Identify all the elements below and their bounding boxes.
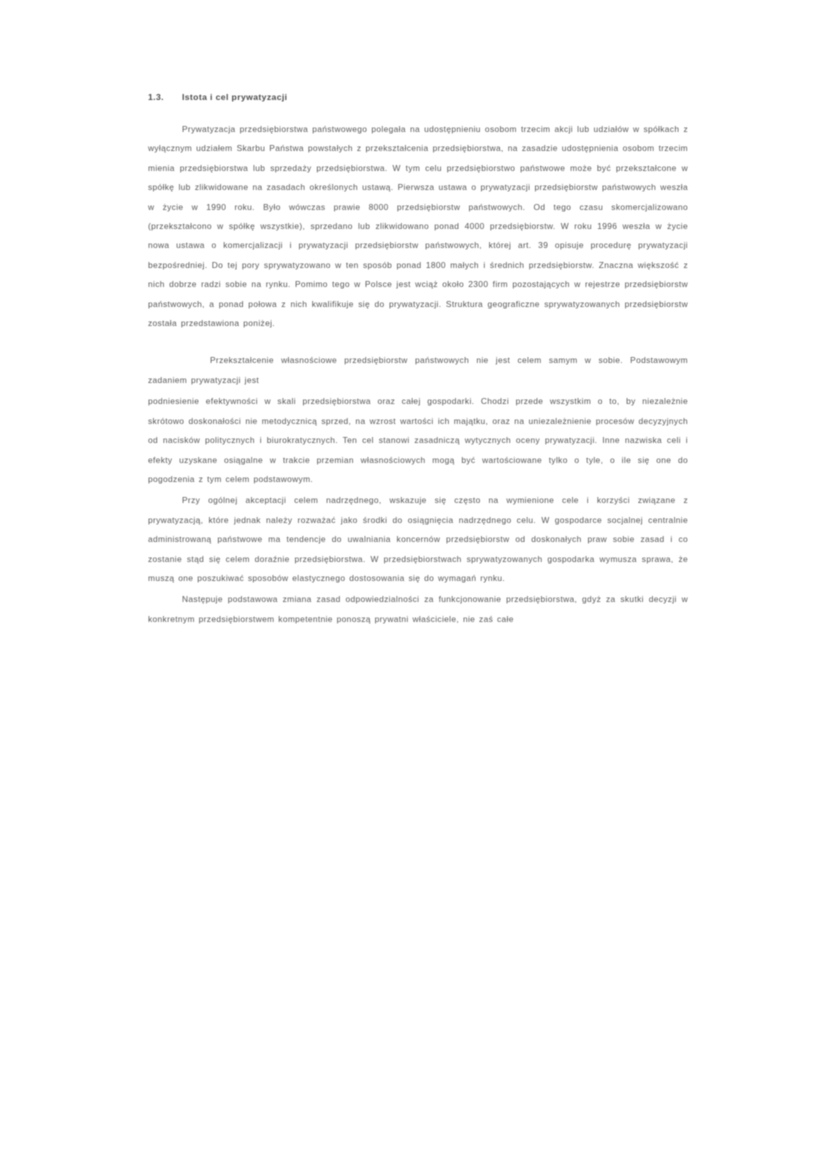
page-content bbox=[148, 92, 688, 631]
paragraph: Przy ogólnej akceptacji celem nadrzędnego, wskazuje się często na wymienione cele i korzyści związane z prywatyzacją, które jednak należy rozważać jako środki do osiągnięcia nadrzędnego celu. W gospodarce socjalnej centralnie administrowaną państwowe ma tendencje do uwalniania koncernów przedsiębiorstw od doskonałych praw sobie zasad i co zostanie stąd się celem doraźnie przedsiębiorstwa. W przedsiębiorstwach sprywatyzowanych gospodarka wymusza sprawa, że muszą one poszukiwać sposobów elastycznego dostosowania się do wymagań rynku. bbox=[148, 495, 688, 583]
section-number: 1.3. bbox=[148, 92, 164, 102]
section-title: Istota i cel prywatyzacji bbox=[181, 92, 288, 102]
paragraph: Następuje podstawowa zmiana zasad odpowiedzialności za funkcjonowanie przedsiębiorstwa, gdyż za skutki decyzji w konkretnym przedsiębiorstwem kompetentnie ponoszą prywatni właściciele, nie zaś całe bbox=[148, 594, 688, 624]
paragraph: Przekształcenie własnościowe przedsiębiorstw państwowych nie jest celem samym w sobie. Podstawowym zadaniem prywatyzacji jest bbox=[148, 355, 688, 385]
section-heading bbox=[148, 92, 688, 102]
paragraph: Prywatyzacja przedsiębiorstwa państwowego polegała na udostępnieniu osobom trzecim akcji lub udziałów w spółkach z wyłącznym udziałem Skarbu Państwa powstałych z przekształcenia przedsiębiorstwa, na zasadzie udostępnienia osobom trzecim mienia przedsiębiorstwa lub sprzedaży przedsiębiorstwa. W tym celu przedsiębiorstwo państwowe może być przekształcone w spółkę lub zlikwidowane na zasadach określonych ustawą. Pierwsza ustawa o prywatyzacji przedsiębiorstw państwowych weszła w życie w 1990 roku. Było wówczas prawie 8000 przedsiębiorstw państwowych. Od tego czasu skomercjalizowano (przekształcono w spółkę wszystkie), sprzedano lub zlikwidowano ponad 4000 przedsiębiorstw. W roku 1996 weszła w życie nowa ustawa o komercjalizacji i prywatyzacji przedsiębiorstw państwowych, której art. 39 opisuje procedurę prywatyzacji bezpośredniej. Do tej pory sprywatyzowano w ten sposób ponad 1800 małych i średnich przedsiębiorstw. Znaczna większość z nich dobrze radzi sobie na rynku. Pomimo tego w Polsce jest wciąż około 2300 firm pozostających w rejestrze przedsiębiorstw państwowych, a ponad połowa z nich kwalifikuje się do prywatyzacji. Struktura geograficzne sprywatyzowanych przedsiębiorstw została przedstawiona poniżej. bbox=[148, 124, 688, 329]
paragraph: podniesienie efektywności w skali przedsiębiorstwa oraz całej gospodarki. Chodzi przede wszystkim o to, by niezależnie skrótowo doskonałości nie metodycznicą sprzed, na wzrost wartości ich majątku, oraz na uniezależnienie procesów decyzyjnych od nacisków politycznych i biurokratycznych. Ten cel stanowi zasadniczą wytycznych oceny prywatyzacji. Inne nazwiska celi i efekty uzyskane osiągalne w trakcie przemian własnościowych mogą być wartościowane tylko o tyle, o ile się one do pogodzenia z tym celem podstawowym. bbox=[148, 396, 688, 484]
